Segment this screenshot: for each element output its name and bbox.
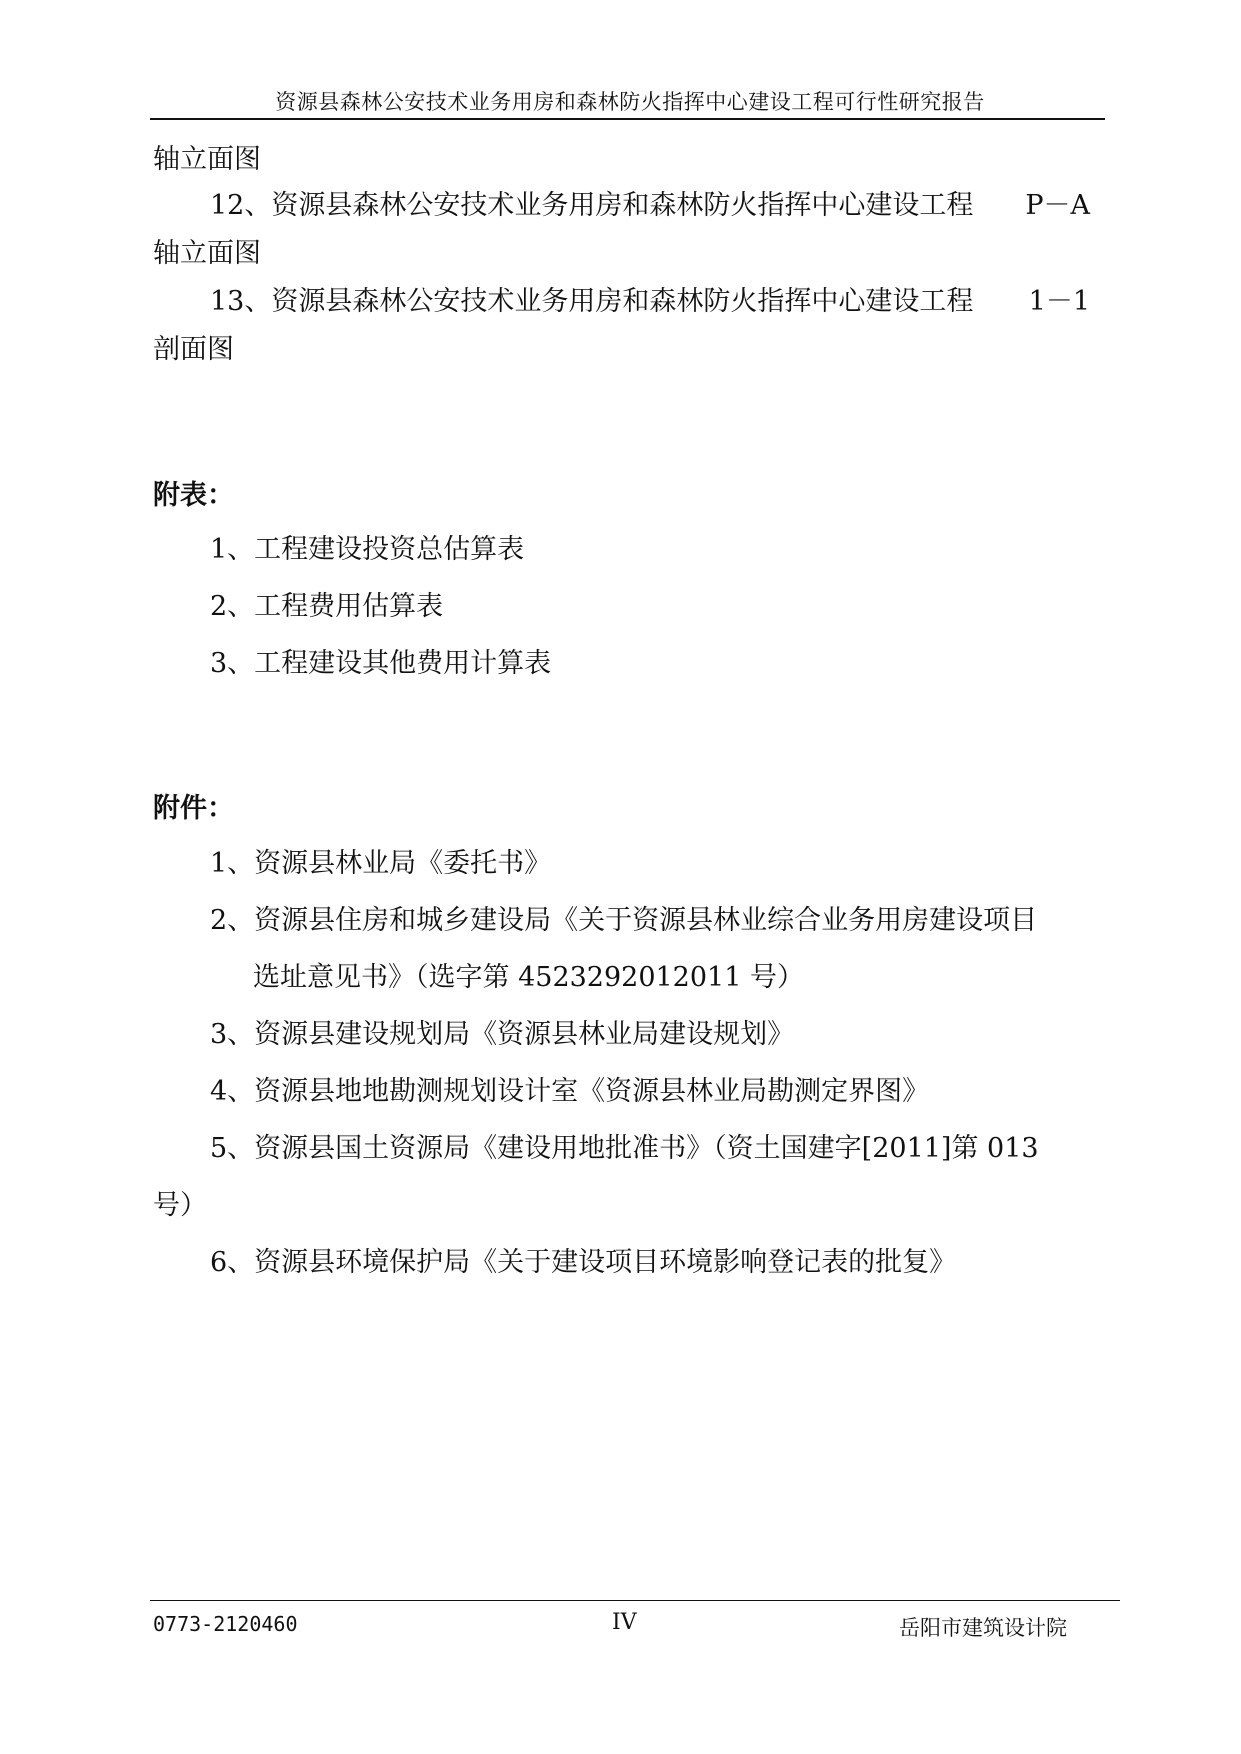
table-item-1: 1、工程建设投资总估算表: [210, 534, 525, 565]
footer-divider: [150, 1600, 1120, 1601]
header-divider: [150, 118, 1105, 120]
table-item-2: 2、工程费用估算表: [210, 591, 444, 622]
drawing-item-13-continuation: 剖面图: [153, 334, 234, 365]
attachment-item-5-continuation: 号）: [153, 1190, 207, 1221]
table-item-3: 3、工程建设其他费用计算表: [210, 648, 552, 679]
tables-heading: 附表：: [153, 480, 234, 511]
attachment-item-1: 1、资源县林业局《委托书》: [210, 848, 552, 879]
attachment-item-2-continuation: 选址意见书》（选字第 4523292012011 号）: [253, 962, 804, 993]
drawing-item-12-text: 12、资源县森林公安技术业务用房和森林防火指挥中心建设工程: [210, 190, 974, 221]
footer-organization: 岳阳市建筑设计院: [899, 1616, 1067, 1640]
drawing-item-12-continuation: 轴立面图: [153, 238, 261, 269]
attachments-heading: 附件：: [153, 793, 234, 824]
attachment-item-2: 2、资源县住房和城乡建设局《关于资源县林业综合业务用房建设项目: [210, 905, 1038, 936]
drawing-item-12-axis: P－A: [1025, 190, 1090, 221]
attachment-item-5: 5、资源县国土资源局《建设用地批准书》（资土国建字[2011]第 013: [210, 1133, 1039, 1164]
header-title: 资源县森林公安技术业务用房和森林防火指挥中心建设工程可行性研究报告: [275, 90, 985, 114]
drawing-item-13-text: 13、资源县森林公安技术业务用房和森林防火指挥中心建设工程: [210, 286, 974, 317]
drawing-item-13: [210, 284, 1090, 320]
drawing-item-11-continuation: 轴立面图: [153, 144, 261, 175]
attachment-item-3: 3、资源县建设规划局《资源县林业局建设规划》: [210, 1019, 795, 1050]
attachment-item-4: 4、资源县地地勘测规划设计室《资源县林业局勘测定界图》: [210, 1076, 930, 1107]
drawing-item-12: [210, 188, 1090, 224]
page-number: IV: [612, 1610, 637, 1635]
footer-phone: 0773-2120460: [153, 1612, 298, 1636]
attachment-item-6: 6、资源县环境保护局《关于建设项目环境影响登记表的批复》: [210, 1247, 957, 1278]
drawing-item-13-section: 1－1: [1028, 286, 1090, 317]
